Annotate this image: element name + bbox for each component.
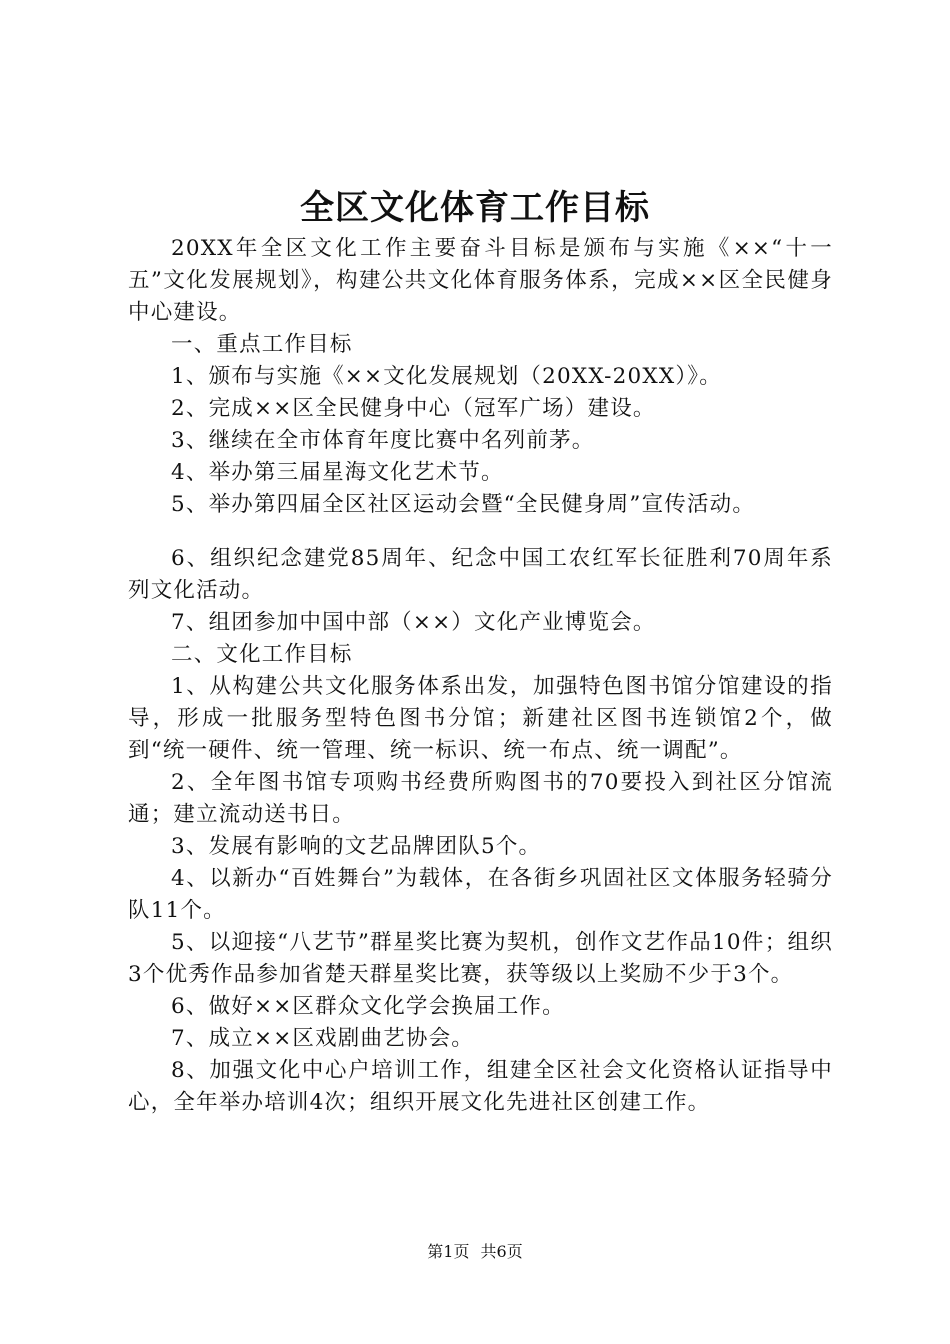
section-heading-culture-goals: 二、文化工作目标 bbox=[171, 642, 353, 667]
page-footer bbox=[0, 1240, 950, 1264]
list-item: 8、加强文化中心户培训工作，组建全区社会文化资格认证指导中心，全年举办培训4次；组织开展文化先进社区创建工作。 bbox=[128, 1058, 833, 1115]
list-item: 2、全年图书馆专项购书经费所购图书的70要投入到社区分馆流通；建立流动送书日。 bbox=[128, 770, 833, 827]
list-item: 1、从构建公共文化服务体系出发，加强特色图书馆分馆建设的指导，形成一批服务型特色图书分馆；新建社区图书连锁馆2个，做到“统一硬件、统一管理、统一标识、统一布点、统一调配”。 bbox=[128, 674, 833, 763]
list-item: 5、举办第四届全区社区运动会暨“全民健身周”宣传活动。 bbox=[171, 492, 756, 517]
intro-paragraph: 20XX年全区文化工作主要奋斗目标是颁布与实施《××“十一五”文化发展规划》，构建公共文化体育服务体系，完成××区全民健身中心建设。 bbox=[128, 236, 833, 325]
document-title: 全区文化体育工作目标 bbox=[300, 188, 650, 228]
page-number: 第1页 bbox=[427, 1242, 470, 1261]
page-total: 共6页 bbox=[480, 1242, 523, 1261]
list-item: 5、以迎接“八艺节”群星奖比赛为契机，创作文艺作品10件；组织3个优秀作品参加省楚天群星奖比赛，获等级以上奖励不少于3个。 bbox=[128, 930, 833, 987]
list-item: 3、发展有影响的文艺品牌团队5个。 bbox=[171, 834, 542, 859]
paragraph-spacer bbox=[128, 521, 833, 543]
list-item: 7、成立××区戏剧曲艺协会。 bbox=[171, 1026, 475, 1051]
list-item: 4、以新办“百姓舞台”为载体，在各街乡巩固社区文体服务轻骑分队11个。 bbox=[128, 866, 833, 923]
list-item: 6、组织纪念建党85周年、纪念中国工农红军长征胜利70周年系列文化活动。 bbox=[128, 546, 833, 603]
list-item: 1、颁布与实施《××文化发展规划（20XX-20XX）》。 bbox=[171, 364, 722, 389]
document-body bbox=[128, 233, 833, 1119]
list-item: 2、完成××区全民健身中心（冠军广场）建设。 bbox=[171, 396, 656, 421]
list-item: 3、继续在全市体育年度比赛中名列前茅。 bbox=[171, 428, 595, 453]
list-item: 4、举办第三届星海文化艺术节。 bbox=[171, 460, 504, 485]
section-heading-key-goals: 一、重点工作目标 bbox=[171, 332, 353, 357]
list-item: 6、做好××区群众文化学会换届工作。 bbox=[171, 994, 565, 1019]
list-item: 7、组团参加中国中部（××）文化产业博览会。 bbox=[171, 610, 656, 635]
